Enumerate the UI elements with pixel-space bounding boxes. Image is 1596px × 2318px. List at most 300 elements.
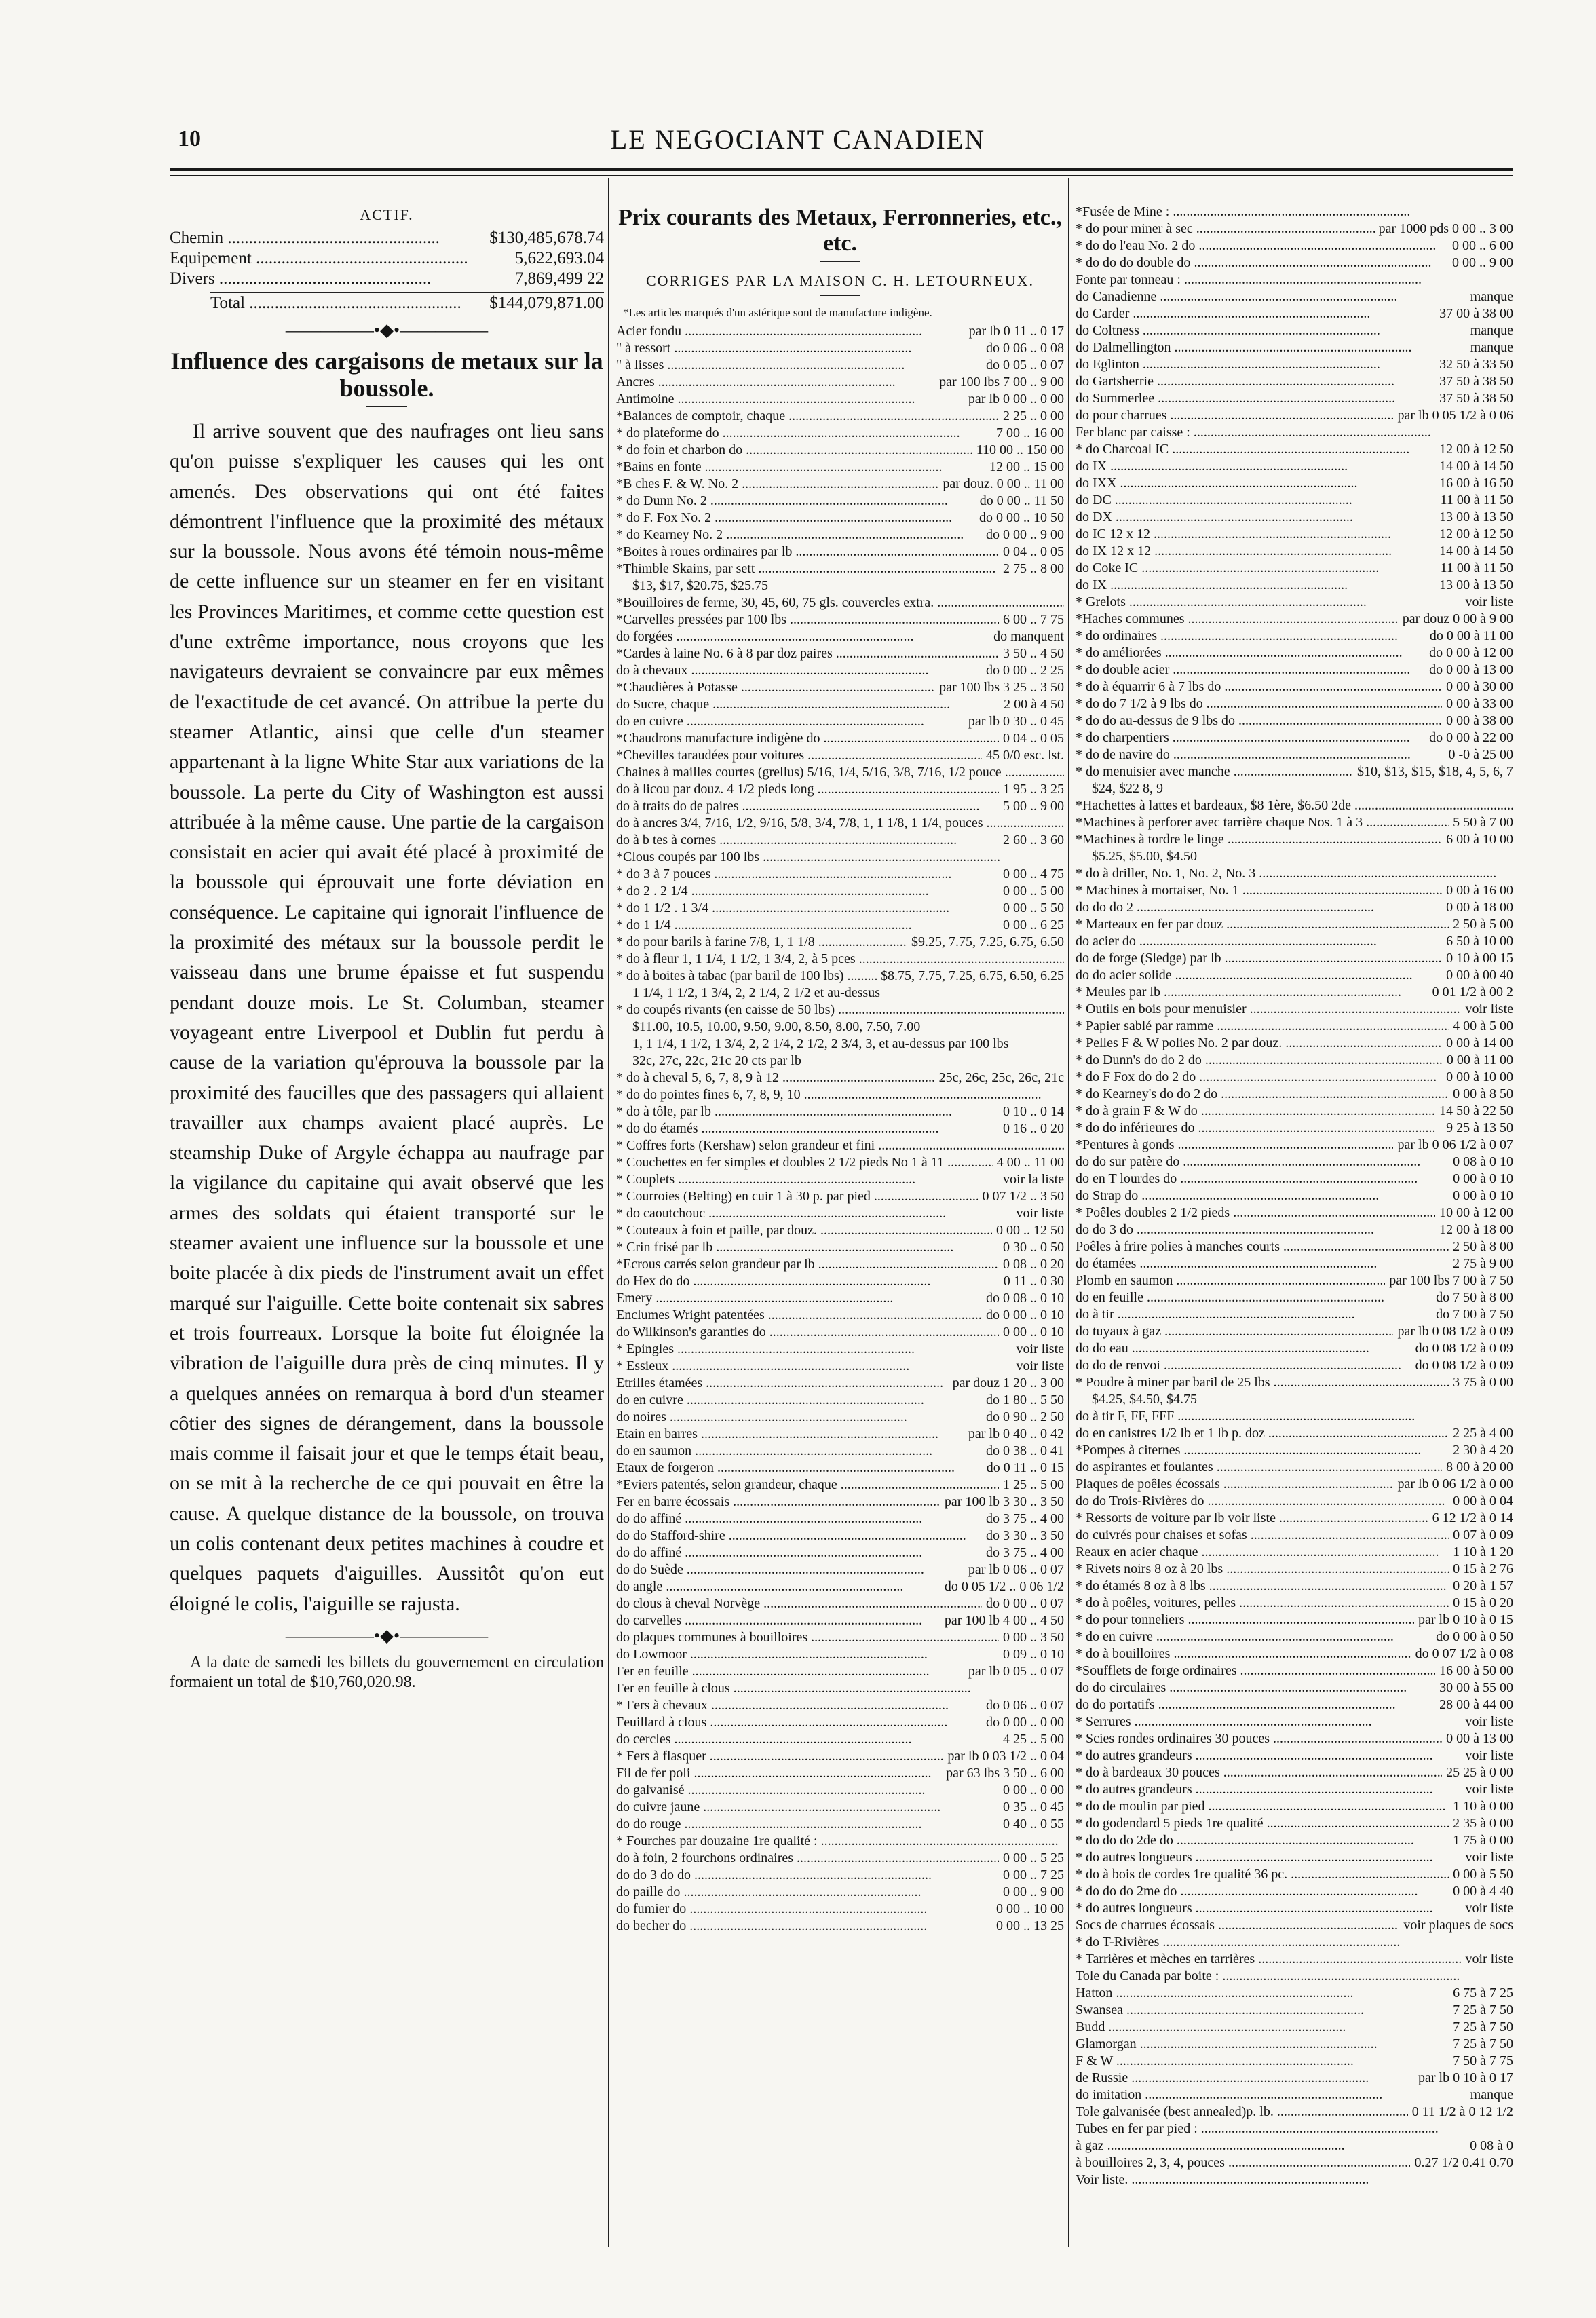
price-item-label: do do portatifs .....	[1076, 1696, 1435, 1713]
price-item	[1076, 594, 1513, 611]
price-item	[1076, 1866, 1513, 1883]
price-item-label: Budd .....	[1076, 2019, 1449, 2036]
price-item-value: do 0 00 .. 9 00	[986, 527, 1064, 542]
price-item	[1076, 1934, 1513, 1951]
price-item-label: * do do do 2me do .....	[1076, 1883, 1449, 1900]
price-item-value: 6 00 à 10 00	[1446, 832, 1513, 847]
price-item-label: *Haches communes .....	[1076, 611, 1399, 628]
circulation-note: A la date de samedi les billets du gouvernement en circulation formaient un total de $10,760,020.98.	[170, 1653, 604, 1691]
price-item-value: do 0 00 à 12 00	[1429, 645, 1513, 660]
price-item	[616, 1290, 1064, 1307]
price-item-label: do do 3 do do .....	[616, 1867, 999, 1884]
price-item	[1076, 509, 1513, 526]
price-item	[616, 493, 1064, 510]
price-item-label: *Cardes à laine No. 6 à 8 par doz paires .....	[616, 645, 999, 662]
price-item-value: 2 35 à 0 00	[1453, 1816, 1513, 1831]
price-item-label: * Fourches par douzaine 1re qualité : .....	[616, 1833, 1064, 1850]
price-item-label: do Eglinton .....	[1076, 356, 1435, 373]
price-item	[616, 662, 1064, 679]
price-item	[616, 577, 1064, 594]
price-item-label: Feuillard à clous .....	[616, 1714, 982, 1731]
price-item-value: 0 00 à 0 10	[1453, 1188, 1513, 1203]
price-item-value: 0 04 .. 0 05	[1003, 544, 1064, 559]
price-item-value: do 1 80 .. 5 50	[986, 1392, 1064, 1407]
price-item-value: do 0 00 .. 11 50	[979, 493, 1064, 508]
price-item-value: par lb 0 05 .. 0 07	[968, 1664, 1064, 1679]
price-item-label: *Fusée de Mine : .....	[1076, 204, 1513, 221]
price-item	[1076, 475, 1513, 492]
price-item	[1076, 441, 1513, 458]
price-item	[616, 442, 1064, 459]
price-item	[616, 1273, 1064, 1290]
price-item-label: do étamées .....	[1076, 1255, 1449, 1272]
price-item-value: 0 00 .. 0 10	[1003, 1325, 1064, 1340]
price-item-label: * Coffres forts (Kershaw) selon grandeur et fini .....	[616, 1137, 1064, 1154]
price-item-value: par 100 lbs 7 00 .. 9 00	[939, 375, 1064, 390]
price-item	[616, 1561, 1064, 1578]
price-list-subtitle: CORRIGES PAR LA MAISON C. H. LETOURNEUX.	[645, 272, 1034, 289]
price-item	[616, 374, 1064, 391]
price-item-label: Plaques de poêles écossais .....	[1076, 1476, 1393, 1493]
price-item-value: do 0 06 .. 0 07	[986, 1698, 1064, 1713]
price-item-value: 32 50 à 33 50	[1439, 357, 1513, 372]
price-item	[1076, 1900, 1513, 1917]
price-item-value: 1 95 .. 3 25	[1003, 782, 1064, 797]
price-item	[1076, 1527, 1513, 1544]
price-item	[1076, 1221, 1513, 1238]
price-item-label: *Carvelles pressées par 100 lbs .....	[616, 611, 999, 628]
price-item-value: par lb 0 08 1/2 à 0 09	[1397, 1324, 1513, 1339]
price-item-value: do 7 50 à 8 00	[1436, 1290, 1513, 1305]
price-item	[1076, 1815, 1513, 1832]
price-item	[1076, 1408, 1513, 1425]
price-item	[1076, 2154, 1513, 2171]
price-item-label: * do en cuivre .....	[1076, 1629, 1432, 1646]
price-item-value: 2 00 à 4 50	[1004, 697, 1064, 712]
price-item-label: do do sur patère do .....	[1076, 1154, 1449, 1171]
price-item	[616, 1341, 1064, 1358]
price-item	[1076, 882, 1513, 899]
price-item-label: 32c, 27c, 22c, 21c 20 cts par lb	[632, 1053, 801, 1068]
price-item-value: do 0 00 .. 0 00	[986, 1715, 1064, 1730]
price-item-value: par 1000 pds 0 00 .. 3 00	[1378, 221, 1513, 236]
price-item	[1076, 1035, 1513, 1052]
price-item	[1076, 1951, 1513, 1968]
price-item	[616, 1494, 1064, 1510]
actif-label: Equipement .....	[170, 248, 515, 269]
price-item	[1076, 628, 1513, 645]
price-item-label: do do rouge .....	[616, 1816, 999, 1833]
total-label: Total .....	[210, 293, 489, 314]
price-item-label: * do autres grandeurs .....	[1076, 1781, 1461, 1798]
price-item	[1076, 1883, 1513, 1900]
price-item	[616, 1663, 1064, 1680]
price-item	[1076, 2138, 1513, 2154]
price-item-label: Tole galvanisée (best annealed)p. lb. .....	[1076, 2104, 1408, 2121]
price-item	[1076, 1476, 1513, 1493]
price-item	[1076, 1103, 1513, 1120]
price-item	[1076, 2036, 1513, 2053]
price-item	[1076, 339, 1513, 356]
price-item-label: do IX .....	[1076, 458, 1435, 475]
price-item-value: 0 00 .. 9 00	[1003, 1884, 1064, 1899]
price-item-label: * Essieux .....	[616, 1358, 1012, 1375]
price-item-label: * do à bardeaux 30 pouces .....	[1076, 1764, 1442, 1781]
price-item	[1076, 763, 1513, 780]
price-item-value: voir liste	[1465, 1901, 1513, 1916]
price-item	[1076, 729, 1513, 746]
price-item-value: 2 25 à 4 00	[1453, 1426, 1513, 1441]
price-item-label: * do Charcoal IC .....	[1076, 441, 1435, 458]
price-item	[616, 1358, 1064, 1375]
price-item-value: 0 15 à 2 76	[1453, 1561, 1513, 1576]
actif-value: 7,869,499 22	[514, 269, 604, 288]
price-item-value: 0 00 à 14 00	[1446, 1036, 1513, 1050]
price-item	[616, 1816, 1064, 1833]
price-item-value: 0 08 à 0	[1470, 2138, 1513, 2153]
price-item-label: * Serrures .....	[1076, 1713, 1461, 1730]
price-item	[1076, 1832, 1513, 1849]
price-item	[616, 1901, 1064, 1918]
price-item-label: do Gartsherrie .....	[1076, 373, 1435, 390]
price-item-label: * do à bois de cordes 1re qualité 36 pc. .....	[1076, 1866, 1449, 1883]
price-item-value: voir plaques de socs	[1403, 1918, 1513, 1933]
price-item-value: 0 00 .. 6 00	[1452, 238, 1513, 253]
price-item-value: 0 00 .. 9 00	[1452, 255, 1513, 270]
price-item-label: * do 1 1/4 .....	[616, 917, 999, 934]
price-item	[1076, 1306, 1513, 1323]
price-item-value: do 0 38 .. 0 41	[986, 1443, 1064, 1458]
price-item	[616, 1748, 1064, 1765]
price-item-value: 3 75 à 0 00	[1453, 1375, 1513, 1390]
price-item-value: 6 00 .. 7 75	[1003, 612, 1064, 627]
price-item-value: 4 00 à 5 00	[1453, 1019, 1513, 1033]
price-item-value: 0 11 .. 0 30	[1003, 1274, 1064, 1289]
price-item-label: * do foin et charbon do .....	[616, 442, 972, 459]
price-item-label: do cuivre jaune .....	[616, 1799, 999, 1816]
total-value: $144,079,871.00	[489, 294, 604, 312]
price-item-value: 45 0/0 esc. lst.	[986, 748, 1064, 763]
price-item-value: do 0 90 .. 2 50	[986, 1409, 1064, 1424]
price-item-value: voir liste	[1016, 1358, 1064, 1373]
price-item-value: par douz. 0 00 .. 11 00	[943, 476, 1064, 491]
actif-table	[170, 228, 604, 314]
actif-value: 5,622,693.04	[514, 249, 604, 267]
price-item	[616, 1307, 1064, 1324]
price-item	[1076, 1255, 1513, 1272]
actif-value: $130,485,678.74	[489, 229, 604, 247]
price-item	[1076, 373, 1513, 390]
price-item-label: * do à boites à tabac (par baril de 100 lbs) .....	[616, 968, 877, 985]
price-item	[1076, 645, 1513, 662]
price-item	[1076, 1662, 1513, 1679]
price-item	[1076, 1713, 1513, 1730]
price-item-value: do 3 30 .. 3 50	[986, 1528, 1064, 1543]
top-rule-thin	[170, 175, 1513, 176]
asterisk-note: *Les articles marqués d'un astérique sont de manufacture indigène.	[623, 306, 932, 319]
price-item-label: * Tarrières et mèches en tarrières .....	[1076, 1951, 1461, 1968]
price-item-value: 7 00 .. 16 00	[996, 425, 1064, 440]
price-item-label: * do Dunn No. 2 .....	[616, 493, 976, 510]
price-item-value: 37 50 à 38 50	[1439, 374, 1513, 389]
price-item	[616, 1069, 1064, 1086]
price-item	[1076, 933, 1513, 950]
price-item	[1076, 424, 1513, 441]
price-item	[616, 1918, 1064, 1935]
price-item-value: par lb 0 05 1/2 à 0 06	[1397, 408, 1513, 423]
price-item-label: * Meules par lb .....	[1076, 984, 1428, 1001]
price-item-value: voir liste	[1016, 1206, 1064, 1221]
price-item-value: do 3 75 .. 4 00	[986, 1511, 1064, 1526]
price-item	[616, 391, 1064, 408]
price-item-label: do en feuille .....	[1076, 1289, 1432, 1306]
price-item	[616, 1646, 1064, 1663]
price-item-value: do 0 05 .. 0 07	[986, 358, 1064, 373]
price-item-label: Swansea .....	[1076, 2002, 1449, 2019]
price-item-value: 5 50 à 7 00	[1453, 815, 1513, 830]
price-item-label: do Strap do .....	[1076, 1188, 1449, 1204]
price-item-value: 1 10 à 1 20	[1453, 1544, 1513, 1559]
price-item-value: 0 07 1/2 .. 3 50	[982, 1189, 1064, 1204]
price-item-label: *Soufflets de forge ordinaires .....	[1076, 1662, 1435, 1679]
price-item-label: $13, $17, $20.75, $25.75	[632, 578, 768, 593]
price-item	[616, 1833, 1064, 1850]
price-item	[1076, 712, 1513, 729]
price-item-value: par 100 lbs 7 00 à 7 50	[1389, 1273, 1513, 1288]
price-item-value: 0 00 à 16 00	[1446, 883, 1513, 898]
price-item-value: par 100 lb 4 00 .. 4 50	[944, 1613, 1064, 1628]
price-item-value: manque	[1470, 323, 1513, 338]
price-item	[616, 764, 1064, 781]
price-item	[616, 832, 1064, 849]
price-item-label: * do do pointes fines 6, 7, 8, 9, 10 .....	[616, 1086, 1064, 1103]
price-item-label: * do double acier .....	[1076, 662, 1425, 679]
price-item-label: * do à fleur 1, 1 1/4, 1 1/2, 1 3/4, 2, à 5 pces .....	[616, 951, 1064, 968]
middle-column	[616, 204, 1064, 1935]
price-item	[616, 1426, 1064, 1443]
price-item-label: * Fers à flasquer .....	[616, 1748, 943, 1765]
price-item-label: Chaines à mailles courtes (grellus) 5/16, 1/4, 5/16, 3/8, 7/16, 1/2 pouce .....	[616, 764, 1064, 781]
price-item-value: par lb 0 00 .. 0 00	[968, 392, 1064, 406]
price-item	[1076, 1968, 1513, 1985]
price-item-label: do Summerlee .....	[1076, 390, 1435, 407]
price-item	[616, 1205, 1064, 1222]
price-item-label: *Balances de comptoir, chaque .....	[616, 408, 999, 425]
price-item	[1076, 865, 1513, 882]
price-item-label: do plaques communes à bouilloires .....	[616, 1629, 999, 1646]
price-item-value: do 0 07 1/2 à 0 08	[1415, 1646, 1513, 1661]
price-item-value: 11 00 à 11 50	[1440, 560, 1513, 575]
price-item-label: do pour charrues .....	[1076, 407, 1393, 424]
ornament-divider: —————•◆•—————	[285, 320, 489, 340]
price-item-label: * do à poêles, voitures, pelles .....	[1076, 1595, 1449, 1612]
price-item	[1076, 1561, 1513, 1578]
price-item-value: par 100 lbs 3 25 .. 3 50	[939, 680, 1064, 695]
price-item-value: $10, $13, $15, $18, 4, 5, 6, 7	[1357, 764, 1513, 779]
price-item-value: 0 20 à 1 57	[1453, 1578, 1513, 1593]
price-item-label: * do Kearney's do do 2 do .....	[1076, 1086, 1449, 1103]
price-item	[1076, 1357, 1513, 1374]
price-item-value: 4 25 .. 5 00	[1003, 1732, 1064, 1747]
price-item	[1076, 204, 1513, 221]
price-item-value: 7 25 à 7 50	[1453, 2036, 1513, 2051]
price-item-label: * do autres grandeurs .....	[1076, 1747, 1461, 1764]
price-item-value: 0 00 à 33 00	[1446, 696, 1513, 711]
price-item-label: de Russie .....	[1076, 2070, 1414, 2087]
price-item-label: $11.00, 10.5, 10.00, 9.50, 9.00, 8.50, 8.00, 7.50, 7.00	[632, 1019, 921, 1034]
price-item-value: 1 75 à 0 00	[1453, 1833, 1513, 1848]
price-item	[616, 1612, 1064, 1629]
price-item-value: 0 00 à 4 40	[1453, 1884, 1513, 1899]
price-item-label: do Coke IC .....	[1076, 560, 1437, 577]
price-item-value: 0 00 à 18 00	[1446, 900, 1513, 915]
price-item	[1076, 1612, 1513, 1629]
price-item-value: par lb 0 06 .. 0 07	[968, 1562, 1064, 1577]
price-item-value: 3 50 .. 4 50	[1003, 646, 1064, 661]
price-item-label: do à b tes à cornes .....	[616, 832, 999, 849]
price-item-label: Enclumes Wright patentées .....	[616, 1307, 982, 1324]
price-item-label: $5.25, $5.00, $4.50	[1092, 849, 1197, 864]
price-item-label: Fer en barre écossais .....	[616, 1494, 940, 1510]
price-item-value: 9 25 à 13 50	[1446, 1120, 1513, 1135]
price-item	[1076, 254, 1513, 271]
price-item-label: * Machines à mortaiser, No. 1 .....	[1076, 882, 1442, 899]
price-item	[616, 357, 1064, 374]
price-item-label: Poêles à frire polies à manches courts .....	[1076, 1238, 1449, 1255]
price-item-value: par lb 0 30 .. 0 45	[968, 714, 1064, 729]
price-item-label: 1 1/4, 1 1/2, 1 3/4, 2, 2 1/4, 2 1/2 et au-dessus	[632, 985, 880, 1000]
price-item-label: * do 2 . 2 1/4 .....	[616, 883, 999, 900]
price-item	[1076, 1069, 1513, 1086]
price-item	[616, 1443, 1064, 1460]
price-item-label: do DX .....	[1076, 509, 1435, 526]
price-item-label: * do à grain F & W do .....	[1076, 1103, 1435, 1120]
price-item	[1076, 1985, 1513, 2002]
price-item-value: 0 00 à 13 00	[1446, 1731, 1513, 1746]
price-item-label: F & W .....	[1076, 2053, 1449, 2070]
price-item-value: voir la liste	[1003, 1172, 1064, 1187]
price-item-label: do becher do .....	[616, 1918, 992, 1935]
price-item-value: 0 -0 à 25 00	[1448, 747, 1513, 762]
price-item	[616, 1714, 1064, 1731]
price-item-value: 2 60 .. 3 60	[1003, 833, 1064, 848]
price-item-label: do en cuivre .....	[616, 713, 964, 730]
price-item-value: do 0 06 .. 0 08	[986, 341, 1064, 356]
price-item	[1076, 1374, 1513, 1391]
left-column	[170, 204, 604, 1692]
price-item	[616, 1188, 1064, 1205]
price-item-label: *Eviers patentés, selon grandeur, chaque .....	[616, 1477, 999, 1494]
price-item-label: do tuyaux à gaz .....	[1076, 1323, 1393, 1340]
price-item-label: * do ordinaires .....	[1076, 628, 1426, 645]
price-item	[616, 476, 1064, 493]
price-item	[1076, 1018, 1513, 1035]
price-item-label: * do do 7 1/2 à 9 lbs do .....	[1076, 696, 1442, 712]
price-item-value: 0 00 à 38 00	[1446, 713, 1513, 728]
price-item-label: * do do au-dessus de 9 lbs do .....	[1076, 712, 1442, 729]
price-item-label: do paille do .....	[616, 1884, 999, 1901]
price-item-value: voir liste	[1465, 1850, 1513, 1865]
price-item	[1076, 1849, 1513, 1866]
price-item-label: * do pour barils à farine 7/8, 1, 1 1/8 .....	[616, 934, 907, 951]
price-item-label: à bouilloires 2, 3, 4, pouces .....	[1076, 2154, 1410, 2171]
price-item-value: 12 00 .. 15 00	[989, 459, 1064, 474]
price-item-value: manque	[1470, 340, 1513, 355]
price-item-label: *Chevilles taraudées pour voitures .....	[616, 747, 982, 764]
price-item-value: 0 00 .. 3 50	[1003, 1630, 1064, 1645]
price-item	[616, 679, 1064, 696]
price-item-label: Socs de charrues écossais .....	[1076, 1917, 1399, 1934]
price-item-label: * Scies rondes ordinaires 30 pouces .....	[1076, 1730, 1442, 1747]
price-item	[616, 1392, 1064, 1409]
price-item-label: * do do inférieures do .....	[1076, 1120, 1442, 1137]
price-item-value: 0 00 .. 5 50	[1003, 900, 1064, 915]
actif-heading: ACTIF.	[360, 206, 414, 223]
price-item	[1076, 2104, 1513, 2121]
price-item	[616, 1477, 1064, 1494]
price-item-label: do fumier do .....	[616, 1901, 992, 1918]
actif-label: Divers .....	[170, 269, 515, 289]
price-item-value: 2 30 à 4 20	[1453, 1443, 1513, 1458]
actif-row	[170, 228, 604, 248]
price-item-value: 37 00 à 38 00	[1439, 306, 1513, 321]
price-item-value: 4 00 .. 11 00	[996, 1155, 1064, 1170]
price-item	[616, 1527, 1064, 1544]
price-item-label: * do F. Fox No. 2 .....	[616, 510, 975, 527]
price-item-value: 7 25 à 7 50	[1453, 2019, 1513, 2034]
price-item	[1076, 1629, 1513, 1646]
price-item	[1076, 2171, 1513, 2188]
actif-row	[170, 269, 604, 289]
price-item	[1076, 814, 1513, 831]
price-item	[1076, 1052, 1513, 1069]
price-item	[1076, 1238, 1513, 1255]
price-item-value: 7 25 à 7 50	[1453, 2002, 1513, 2017]
price-item-value: do 0 08 1/2 à 0 09	[1415, 1341, 1513, 1356]
price-item-label: *Chaudrons manufacture indigène do .....	[616, 730, 999, 747]
price-item-value: par lb 0 06 1/2 à 0 00	[1397, 1477, 1513, 1492]
price-item-value: 0 00 à 30 00	[1446, 679, 1513, 694]
price-item-label: * Fers à chevaux .....	[616, 1697, 982, 1714]
price-item-label: * Grelots .....	[1076, 594, 1461, 611]
price-item-value: 12 00 à 18 00	[1439, 1222, 1513, 1237]
price-item	[1076, 1747, 1513, 1764]
price-item-value: 0 00 à 0 10	[1453, 1171, 1513, 1186]
price-item	[1076, 1544, 1513, 1561]
price-item-label: do à chevaux .....	[616, 662, 982, 679]
price-item-value: 2 50 à 8 00	[1453, 1239, 1513, 1254]
price-item	[1076, 577, 1513, 594]
price-item-label: do Wilkinson's garanties do .....	[616, 1324, 999, 1341]
price-item-label: * do à driller, No. 1, No. 2, No. 3 .....	[1076, 865, 1513, 882]
price-item-value: 7 50 à 7 75	[1453, 2053, 1513, 2068]
price-item-label: do forgées .....	[616, 628, 989, 645]
price-item	[616, 510, 1064, 527]
price-item	[1076, 746, 1513, 763]
price-item	[616, 1544, 1064, 1561]
price-item	[1076, 916, 1513, 933]
price-item	[1076, 1493, 1513, 1510]
price-item	[1076, 984, 1513, 1001]
price-item-value: voir liste	[1465, 1002, 1513, 1016]
price-item-label: do à tir F, FF, FFF .....	[1076, 1408, 1513, 1425]
price-item-label: do IC 12 x 12 .....	[1076, 526, 1435, 543]
price-item-label: do à foin, 2 fourchons ordinaires .....	[616, 1850, 999, 1867]
price-item-label: do cuivrés pour chaises et sofas .....	[1076, 1527, 1449, 1544]
price-item	[616, 985, 1064, 1002]
price-item-value: 10 00 à 12 00	[1439, 1205, 1513, 1220]
price-item-value: do 0 00 à 22 00	[1429, 730, 1513, 745]
